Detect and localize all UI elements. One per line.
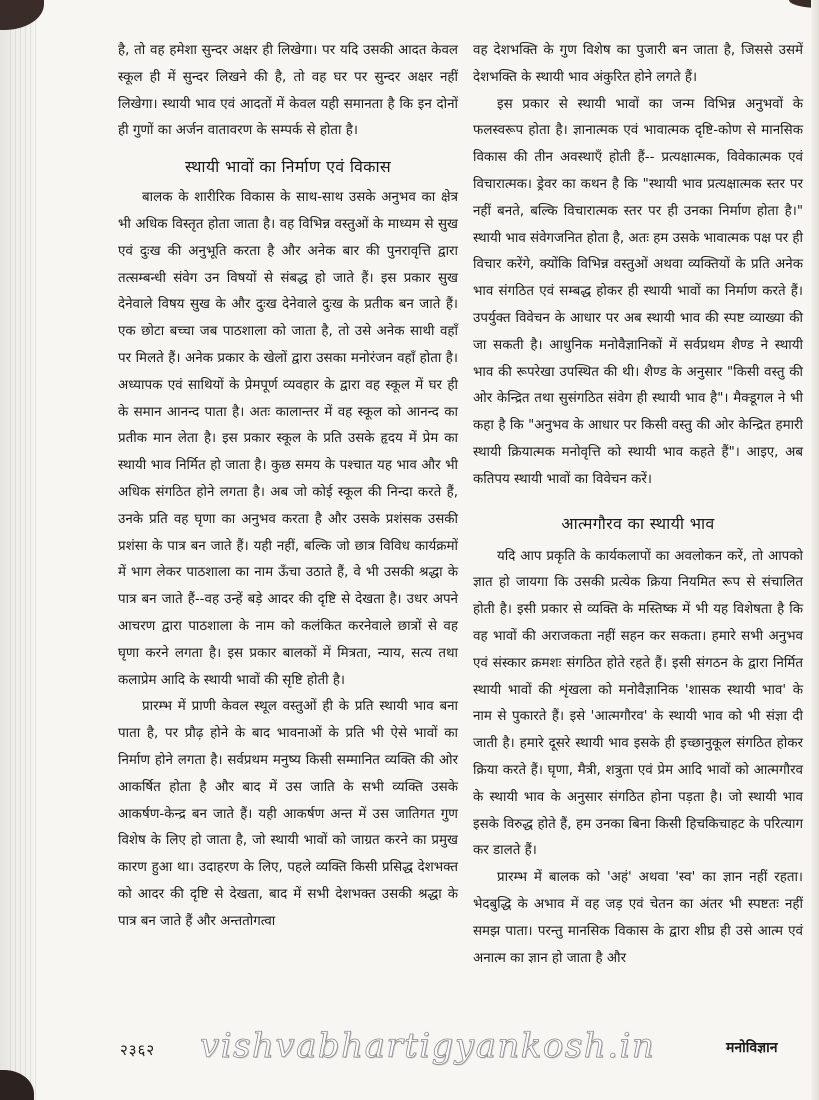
- section-heading-formation-development: स्थायी भावों का निर्माण एवं विकास: [184, 157, 392, 177]
- binding-stitch-lines: [10, 0, 40, 1100]
- right-paragraph-1: इस प्रकार से स्थायी भावों का जन्म विभिन्न अनुभवों के फलस्वरूप होता है। ज्ञानात्मक एवं भावात्मक दृष्टि-कोण से मानसिक विकास की तीन अवस्थाएँ होती हैं-- प्रत्यक्षात्मक, विवेकात्मक एवं विचारात्मक। ड्रेवर का कथन है कि "स्थायी भाव प्रत्यक्षात्मक स्तर पर नहीं बनते, बल्कि विचारात्मक स्तर पर ही उनका निर्माण होता है।" स्थायी भाव संवेगजनित होता है, अतः हम उसके भावात्मक पक्ष पर ही विचार करेंगे, क्योंकि विभिन्न वस्तुओं अथवा व्यक्तियों के प्रति अनेक भाव संगठित एवं सम्बद्ध होकर ही स्थायी भावों का निर्माण करते हैं। उपर्युक्त विवेचन के आधार पर अब स्थायी भाव की स्पष्ट व्याख्या की जा सकती है। आधुनिक मनोवैज्ञानिकों में सर्वप्रथम शैण्ड ने स्थायी भाव की रूपरेखा उपस्थित की थी। शैण्ड के अनुसार "किसी वस्तु की ओर केन्द्रित तथा सुसंगठित संवेग ही स्थायी भाव है"। मैक्डूगल ने भी कहा है कि "अनुभव के आधार पर किसी वस्तु की ओर केन्द्रित हमारी स्थायी क्रियात्मक मनोवृत्ति को स्थायी भाव कहते हैं"। आइए, अब कतिपय स्थायी भावों का विवेचन करें।: [473, 96, 803, 487]
- right-column: [473, 38, 803, 972]
- page-number: २३६२: [120, 1041, 156, 1059]
- section-heading-self-regard: आत्मगौरव का स्थायी भाव: [561, 513, 715, 533]
- right-paragraph-3: प्रारम्भ में बालक को 'अहं' अथवा 'स्व' का ज्ञान नहीं रहता। भेदबुद्धि के अभाव में वह जड़ एवं चेतन का अंतर भी स्पष्टतः नहीं समझ पाता। परन्तु मानसिक विकास के द्वारा शीघ्र ही उसे आत्म एवं अनात्म का ज्ञान हो जाता है और: [473, 870, 803, 966]
- running-footer-title: मनोविज्ञान: [726, 1040, 778, 1056]
- left-paragraph-1: बालक के शारीरिक विकास के साथ-साथ उसके अनुभव का क्षेत्र भी अधिक विस्तृत होता जाता है। वह विभिन्न वस्तुओं के माध्यम से सुख एवं दुःख की अनुभूति करता है और अनेक बार की पुनरावृत्ति द्वारा तत्सम्बन्धी संवेग उन विषयों से संबद्ध हो जाते हैं। इस प्रकार सुख देनेवाले विषय सुख के और दुःख देनेवाले दुःख के प्रतीक बन जाते हैं। एक छोटा बच्चा जब पाठशाला को जाता है, तो उसे अनेक साथी वहाँ पर मिलते हैं। अनेक प्रकार के खेलों द्वारा उसका मनोरंजन वहाँ होता है। अध्यापक एवं साथियों के प्रेमपूर्ण व्यवहार के द्वारा वह स्कूल में घर ही के समान आनन्द पाता है। अतः कालान्तर में वह स्कूल को आनन्द का प्रतीक मान लेता है। इस प्रकार स्कूल के प्रति उसके हृदय में प्रेम का स्थायी भाव निर्मित हो जाता है। कुछ समय के पश्चात यह भाव और भी अधिक संगठित होने लगता है। अब जो कोई स्कूल की निन्दा करते हैं, उनके प्रति वह घृणा का अनुभव करता है और उसके प्रशंसक उसकी प्रशंसा के पात्र बन जाते हैं। यही नहीं, बल्कि जो छात्र विविध कार्यक्रमों में भाग लेकर पाठशाला का नाम ऊँचा उठाते हैं, वे भी उसकी श्रद्धा के पात्र बन जाते हैं--वह उन्हें बड़े आदर की दृष्टि से देखता है। उधर अपने आचरण द्वारा पाठशाला के नाम को कलंकित करनेवाले छात्रों से वह घृणा करने लगता है। इस प्रकार बालकों में मित्रता, न्याय, सत्य तथा कलाप्रेम आदि के स्थायी भावों की सृष्टि होती है।: [118, 190, 458, 688]
- site-watermark: vishvabhartigyankosh.in: [200, 1026, 656, 1066]
- left-column: [118, 38, 458, 936]
- right-paragraph-2: यदि आप प्रकृति के कार्यकलापों का अवलोकन करें, तो आपको ज्ञात हो जायगा कि उसकी प्रत्येक क्रिया नियमित रूप से संचालित होती है। इसी प्रकार से व्यक्ति के मस्तिष्क में भी यह विशेषता है कि वह भावों की अराजकता नहीं सहन कर सकता। हमारे सभी अनुभव एवं संस्कार क्रमशः संगठित होते रहते हैं। इसी संगठन के द्वारा निर्मित स्थायी भावों की शृंखला को मनोवैज्ञानिक 'शासक स्थायी भाव' के नाम से पुकारते हैं। इसे 'आत्मगौरव' के स्थायी भाव को भी संज्ञा दी जाती है। हमारे दूसरे स्थायी भाव इसके ही इच्छानुकूल संगठित होकर क्रिया करते हैं। घृणा, मैत्री, शत्रुता एवं प्रेम आदि भावों को आत्मगौरव के स्थायी भाव के अनुसार संगठित होना पड़ता है। जो स्थायी भाव इसके विरुद्ध होते हैं, हम उनका बिना किसी हिचकिचाहट के परित्याग कर डालते हैं।: [473, 548, 803, 859]
- right-continuation-paragraph: वह देशभक्ति के गुण विशेष का पुजारी बन जाता है, जिससे उसमें देशभक्ति के स्थायी भाव अंकुरित होने लगते हैं।: [473, 43, 803, 85]
- left-paragraph-2: प्रारम्भ में प्राणी केवल स्थूल वस्तुओं ही के प्रति स्थायी भाव बना पाता है, पर प्रौढ़ होने के बाद भावनाओं के प्रति भी ऐसे भावों का निर्माण होने लगता है। सर्वप्रथम मनुष्य किसी सम्मानित व्यक्ति की ओर आकर्षित होता है और बाद में उस जाति के सभी व्यक्ति उसके आकर्षण-केन्द्र बन जाते हैं। यही आकर्षण अन्त में उस जातिगत गुण विशेष के लिए हो जाता है, जो स्थायी भावों को जाग्रत करने का प्रमुख कारण हुआ था। उदाहरण के लिए, पहले व्यक्ति किसी प्रसिद्ध देशभक्त को आदर की दृष्टि से देखता, बाद में सभी देशभक्त उसकी श्रद्धा के पात्र बन जाते हैं और अन्ततोगत्वा: [118, 699, 458, 929]
- page-edge-right: [811, 0, 819, 1100]
- left-intro-paragraph: है, तो वह हमेशा सुन्दर अक्षर ही लिखेगा। पर यदि उसकी आदत केवल स्कूल ही में सुन्दर लिखने की है, तो वह घर पर सुन्दर अक्षर नहीं लिखेगा। स्थायी भाव एवं आदतों में केवल यही समानता है कि इन दोनों ही गुणों का अर्जन वातावरण के सम्पर्क से होता है।: [118, 43, 458, 139]
